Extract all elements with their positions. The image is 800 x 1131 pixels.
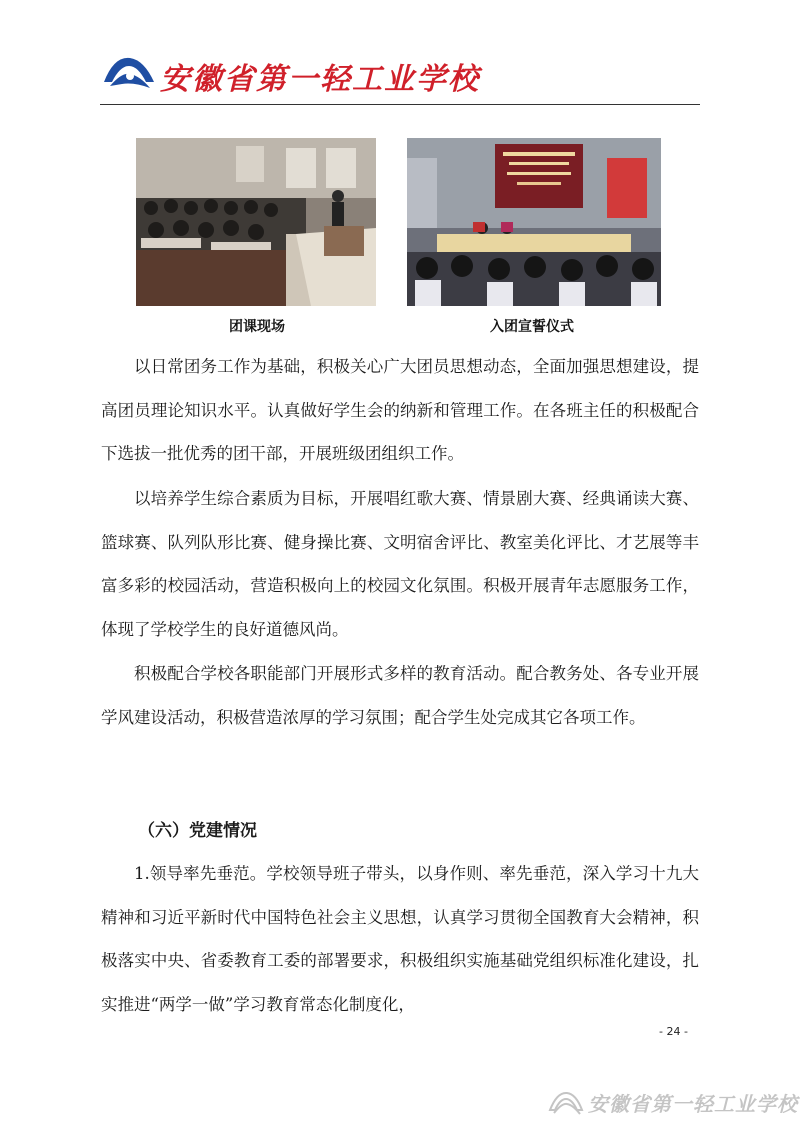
photo-oath-ceremony [407, 138, 661, 306]
page-header [100, 50, 700, 106]
body-paragraph: 1.领导率先垂范。学校领导班子带头，以身作则、率先垂范，深入学习十九大精神和习近平新时代中国特色社会主义思想，认真学习贯彻全国教育大会精神，积极落实中央、省委教育工委的部署要求，积极组织实施基础党组织标准化建设，扎实推进“两学一做”学习教育常态化制度化， [101, 864, 699, 1014]
body-paragraph: 以培养学生综合素质为目标，开展唱红歌大赛、情景剧大赛、经典诵读大赛、篮球赛、队列队形比赛、健身操比赛、文明宿舍评比、教室美化评比、才艺展等丰富多彩的校园活动，营造积极向上的校园文化氛围。积极开展青年志愿服务工作，体现了学校学生的良好道德风尚。 [101, 489, 699, 639]
header-divider [100, 104, 700, 105]
footer-logo [548, 1088, 798, 1118]
school-logo-icon [548, 1090, 584, 1116]
photo-caption: 团课现场 [229, 319, 285, 335]
footer-school-name: 安徽省第一轻工业学校 [588, 1092, 798, 1116]
photo-group-lesson [136, 138, 376, 306]
section-heading: （六）党建情况 [138, 821, 257, 841]
body-paragraph: 以日常团务工作为基础，积极关心广大团员思想动态，全面加强思想建设，提高团员理论知识水平。认真做好学生会的纳新和管理工作。在各班主任的积极配合下选拔一批优秀的团干部，开展班级团组织工作。 [101, 357, 699, 463]
body-paragraph: 积极配合学校各职能部门开展形式多样的教育活动。配合教务处、各专业开展学风建设活动，积极营造浓厚的学习氛围；配合学生处完成其它各项工作。 [101, 664, 699, 727]
school-logo-icon [100, 52, 158, 92]
school-name: 安徽省第一轻工业学校 [160, 62, 480, 97]
page-number: - 24 - [659, 1025, 688, 1038]
photo-caption: 入团宣誓仪式 [490, 319, 574, 335]
